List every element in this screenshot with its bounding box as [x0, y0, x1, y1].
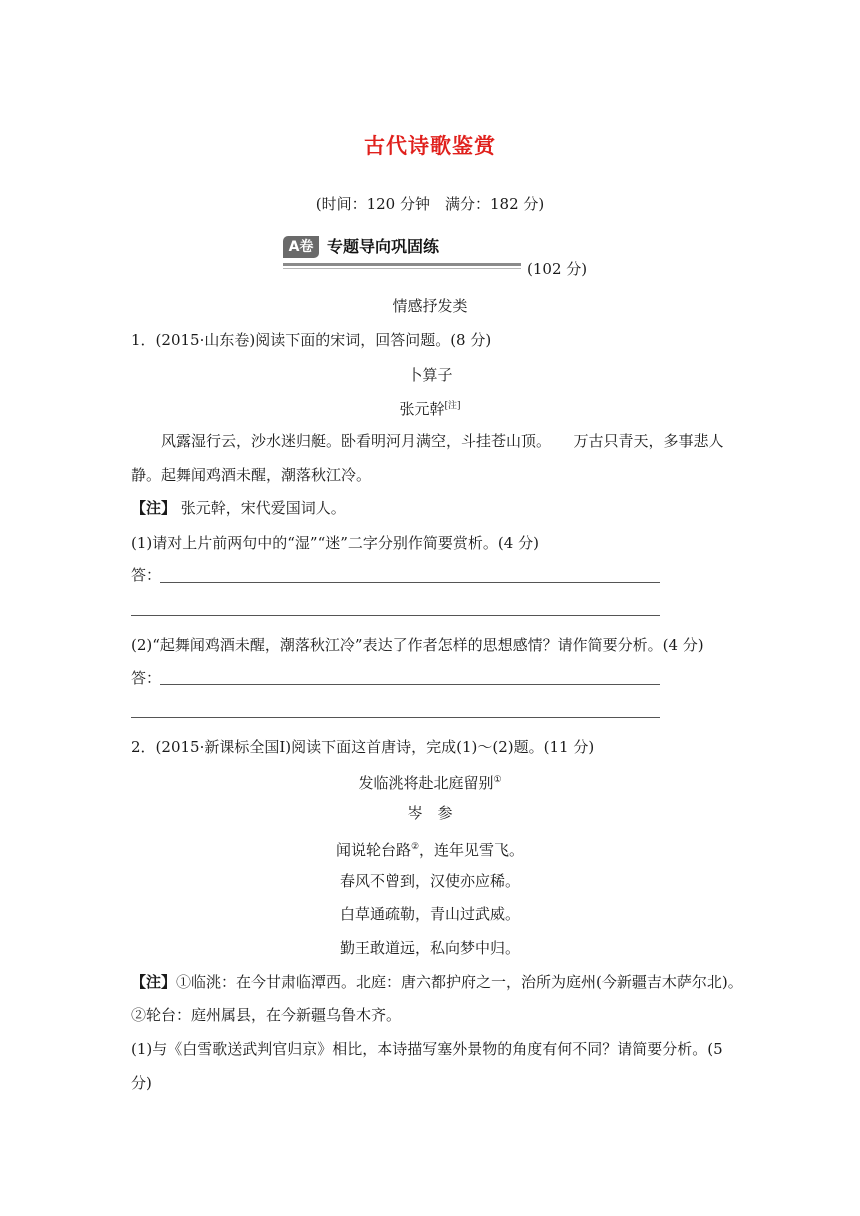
- q2-poem-line-1: [0, 837, 860, 860]
- exam-meta: (时间：120 分钟 满分：182 分): [315, 195, 545, 213]
- q1-author: [0, 396, 860, 419]
- q1-sub2-answer-line[interactable]: [160, 684, 660, 685]
- q1-sub1-answer-line-2[interactable]: [131, 615, 660, 616]
- section-rule-thin: [283, 268, 521, 269]
- q2-poem-line-1b: ，连年见雪飞。: [419, 841, 525, 859]
- q2-poem-title-text: 发临洮将赴北庭留别: [358, 774, 494, 792]
- q1-author-note-mark: [注]: [444, 401, 461, 411]
- q1-poem-line-2: 静。起舞闻鸡酒未醒，潮落秋江冷。: [131, 466, 372, 484]
- q2-note-1: [131, 972, 743, 992]
- q2-note-1-text: ①临洮：在今甘肃临潭西。北庭：唐六都护府之一，治所为庭州(今新疆吉木萨尔北)。: [176, 973, 743, 991]
- q2-author: 岑 参: [407, 804, 453, 822]
- q2-sub1-line-2: 分): [131, 1074, 152, 1092]
- q2-poem-line-3: 白草通疏勒，青山过武威。: [339, 905, 520, 923]
- q2-poem-line-1a: 闻说轮台路: [335, 841, 411, 859]
- q1-sub2-answer-line-2[interactable]: [131, 717, 660, 718]
- page-title: 古代诗歌鉴赏: [364, 133, 496, 158]
- q2-note-2: ②轮台：庭州属县，在今新疆乌鲁木齐。: [131, 1006, 402, 1024]
- q1-sub2-answer-label: 答：: [131, 669, 162, 687]
- section-badge: A卷: [283, 236, 319, 258]
- q1-poem-title: 卜算子: [407, 366, 453, 384]
- q2-sub1-line-1: (1)与《白雪歌送武判官归京》相比，本诗描写塞外景物的角度有何不同？请简要分析。(5: [131, 1040, 723, 1058]
- q2-poem-line-4: 勤王敢道远，私向梦中归。: [339, 939, 520, 957]
- q1-header: 1．(2015·山东卷)阅读下面的宋词，回答问题。(8 分): [131, 331, 492, 349]
- q1-note: [131, 498, 346, 518]
- q1-sub1-answer-label: 答：: [131, 566, 162, 584]
- q1-sub1-answer-line[interactable]: [160, 582, 660, 583]
- q2-note-label: 【注】: [131, 973, 177, 991]
- q1-sub1: (1)请对上片前两句中的“湿”“迷”二字分别作简要赏析。(4 分): [131, 534, 539, 552]
- q2-poem-line-2: 春风不曾到，汉使亦应稀。: [339, 872, 520, 890]
- category-heading: 情感抒发类: [392, 297, 468, 315]
- q2-header: 2．(2015·新课标全国Ⅰ)阅读下面这首唐诗，完成(1)～(2)题。(11 分): [131, 738, 595, 756]
- q2-poem-title-note-mark: ①: [493, 775, 502, 785]
- q2-poem-line-1-note-mark: ②: [410, 842, 420, 852]
- q1-note-text: 张元幹，宋代爱国词人。: [180, 499, 346, 517]
- section-title: 专题导向巩固练: [327, 237, 440, 256]
- section-rule: [283, 263, 521, 266]
- section-score: (102 分): [527, 260, 588, 278]
- q1-note-label: 【注】: [131, 499, 177, 517]
- q2-poem-title: [0, 770, 860, 793]
- q1-sub2: (2)“起舞闻鸡酒未醒，潮落秋江冷”表达了作者怎样的思想感情？请作简要分析。(4 分): [131, 636, 704, 654]
- q1-poem-line-1: 风露湿行云，沙水迷归艇。卧看明河月满空，斗挂苍山顶。 万古只青天，多事悲人: [161, 432, 724, 450]
- q1-author-name: 张元幹: [399, 400, 445, 418]
